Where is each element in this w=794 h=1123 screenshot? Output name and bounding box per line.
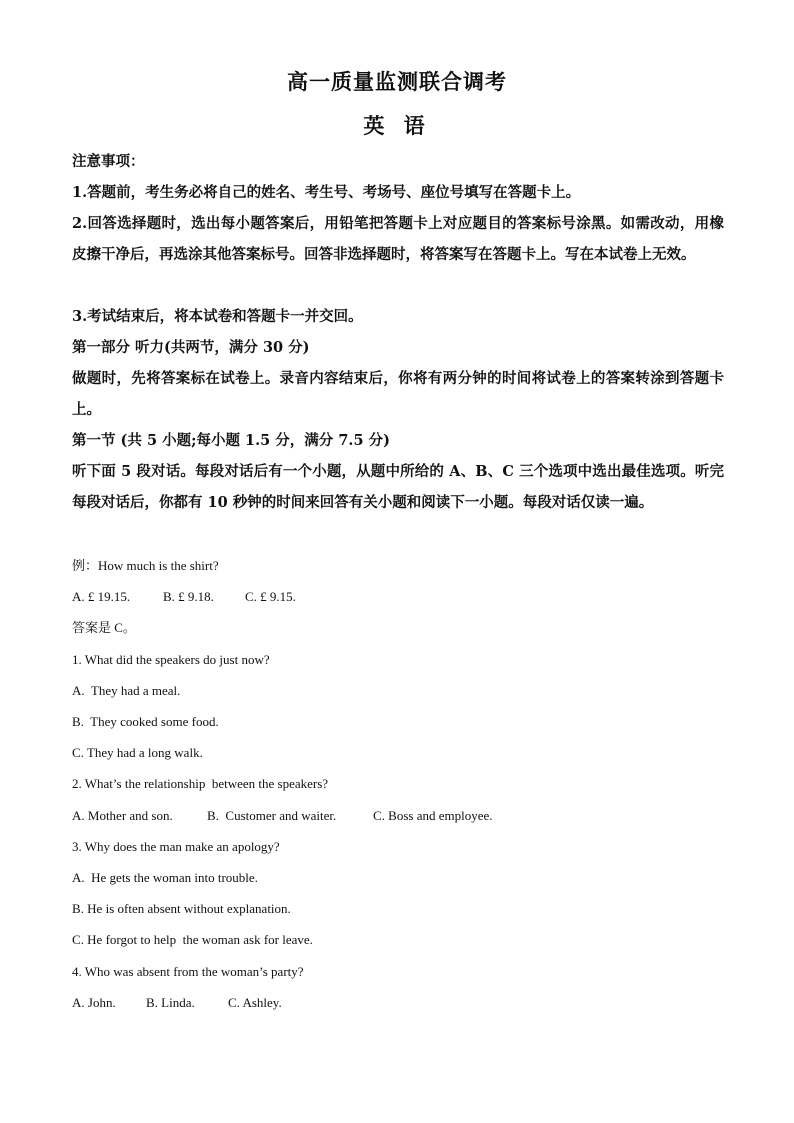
question-2-option-b: B. Customer and waiter. <box>207 808 337 823</box>
question-1-option-a: A. They had a meal. <box>72 683 181 698</box>
part1-instruction: 做题时，先将答案标在试卷上。录音内容结束后，你将有两分钟的时间将试卷上的答案转涂到答题卡上。 <box>72 370 724 418</box>
question-3-stem: 3. Why does the man make an apology? <box>72 839 280 854</box>
question-4-option-a: A. John. <box>72 995 116 1010</box>
question-4-options <box>72 993 724 1013</box>
notice-item-2: 2.回答选择题时，选出每小题答案后，用铅笔把答题卡上对应题目的答案标号涂黑。如需改动，用橡皮擦干净后，再选涂其他答案标号。回答非选择题时，将答案写在答题卡上。写在本试卷上无效。 <box>72 215 724 263</box>
question-2-option-c: C. Boss and employee. <box>373 808 493 823</box>
notice-heading: 注意事项： <box>72 153 145 170</box>
notice-item-1: 1.答题前，考生务必将自己的姓名、考生号、考场号、座位号填写在答题卡上。 <box>72 184 581 201</box>
example-question: 例：How much is the shirt? <box>72 558 219 573</box>
question-1-stem: 1. What did the speakers do just now? <box>72 652 270 667</box>
part1-heading: 第一部分 听力(共两节，满分 30 分) <box>72 339 310 356</box>
section1-heading: 第一节 (共 5 小题;每小题 1.5 分，满分 7.5 分) <box>72 432 390 449</box>
notice-item-3: 3.考试结束后，将本试卷和答题卡一并交回。 <box>72 308 363 325</box>
question-2-stem: 2. What’s the relationship between the speakers? <box>72 776 329 791</box>
question-3-option-b: B. He is often absent without explanation. <box>72 901 291 916</box>
example-answer: 答案是 C。 <box>72 620 136 635</box>
question-3-option-c: C. He forgot to help the woman ask for leave. <box>72 932 313 947</box>
question-4-option-b: B. Linda. <box>146 995 195 1010</box>
question-4-stem: 4. Who was absent from the woman’s party? <box>72 964 304 979</box>
question-3-option-a: A. He gets the woman into trouble. <box>72 870 258 885</box>
example-option-a: A. £ 19.15. <box>72 589 131 604</box>
example-options <box>72 587 724 607</box>
example-option-b: B. £ 9.18. <box>163 589 214 604</box>
question-1-option-b: B. They cooked some food. <box>72 714 219 729</box>
question-1-option-c: C. They had a long walk. <box>72 745 203 760</box>
example-option-c: C. £ 9.15. <box>245 589 296 604</box>
question-2-options <box>72 806 724 826</box>
question-4-option-c: C. Ashley. <box>228 995 282 1010</box>
section1-instruction: 听下面 5 段对话。每段对话后有一个小题，从题中所给的 A、B、C 三个选项中选出最佳选项。听完每段对话后，你都有 10 秒钟的时间来回答有关小题和阅读下一小题。每段对话仅读一遍。 <box>72 463 724 511</box>
question-2-option-a: A. Mother and son. <box>72 808 173 823</box>
subject-title: 英 语 <box>363 113 431 138</box>
exam-title: 高一质量监测联合调考 <box>287 69 507 94</box>
